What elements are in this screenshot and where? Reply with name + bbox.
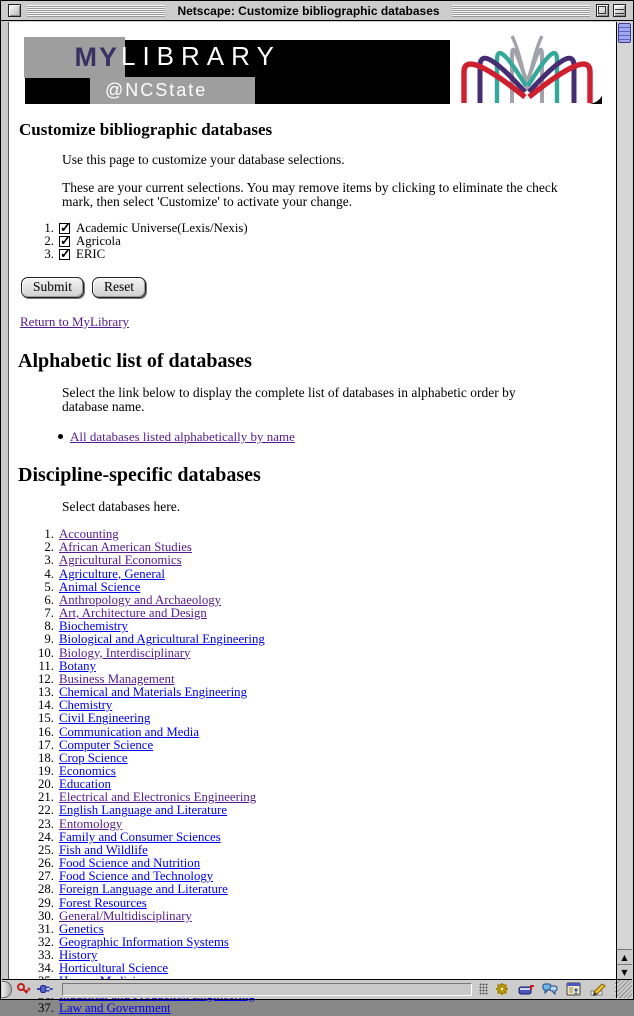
composer-icon[interactable] xyxy=(590,982,606,996)
discipline-link[interactable]: General/Multidisciplinary xyxy=(59,908,192,923)
discipline-number: 23. xyxy=(38,816,54,831)
discipline-number: 37. xyxy=(38,1000,54,1015)
discipline-link[interactable]: Genetics xyxy=(59,921,104,936)
discipline-link[interactable]: Civil Engineering xyxy=(59,711,151,726)
discipline-number: 19. xyxy=(38,763,54,778)
discipline-item xyxy=(14,777,616,790)
navigator-icon[interactable] xyxy=(494,982,510,996)
discipline-link[interactable]: Anthropology and Archaeology xyxy=(59,592,222,607)
discipline-number: 5. xyxy=(44,579,54,594)
selection-item xyxy=(14,248,616,261)
discipline-item xyxy=(14,619,616,632)
address-book-icon[interactable] xyxy=(566,982,582,996)
discipline-number: 17. xyxy=(38,737,54,752)
vertical-scrollbar[interactable] xyxy=(616,22,632,979)
selection-label: Agricola xyxy=(76,234,121,249)
browser-viewport xyxy=(2,22,617,1015)
discipline-number: 20. xyxy=(38,777,54,792)
discipline-link[interactable]: Electrical and Electronics Engineering xyxy=(59,790,257,805)
discipline-number: 10. xyxy=(38,645,54,660)
selection-checkbox[interactable] xyxy=(59,236,70,247)
discipline-item xyxy=(14,935,616,948)
scroll-up-button[interactable]: ▲ xyxy=(617,949,632,964)
discipline-link[interactable]: Economics xyxy=(59,763,116,778)
discipline-item xyxy=(14,672,616,685)
selection-list xyxy=(14,222,616,262)
discipline-link[interactable]: History xyxy=(59,948,98,963)
selection-number: 2. xyxy=(44,234,54,249)
discipline-item xyxy=(14,1001,616,1014)
brand-my: MY xyxy=(74,42,119,72)
discipline-number: 31. xyxy=(38,921,54,936)
scrollbar-arrows xyxy=(617,949,632,979)
discipline-link[interactable]: Geographic Information Systems xyxy=(59,935,229,950)
statusbar-handle[interactable] xyxy=(2,981,12,998)
banner-ncstate-box xyxy=(90,77,255,104)
titlebar-stripes xyxy=(452,5,590,17)
discipline-item xyxy=(14,632,616,645)
submit-button[interactable]: Submit xyxy=(21,277,84,298)
discipline-number: 21. xyxy=(38,790,54,805)
discipline-number: 15. xyxy=(38,711,54,726)
discipline-link[interactable]: Forest Resources xyxy=(59,895,147,910)
all-databases-link[interactable]: All databases listed alphabetically by name xyxy=(70,428,295,444)
discipline-item xyxy=(14,817,616,830)
discipline-item xyxy=(14,580,616,593)
discipline-link[interactable]: Foreign Language and Literature xyxy=(59,882,228,897)
discipline-item xyxy=(14,659,616,672)
discipline-number: 29. xyxy=(38,895,54,910)
discipline-item xyxy=(14,606,616,619)
discipline-number: 7. xyxy=(44,606,54,621)
alphabetic-link-list xyxy=(58,429,616,445)
discipline-link[interactable]: Botany xyxy=(59,658,96,673)
discussions-icon[interactable] xyxy=(542,982,558,996)
discipline-number: 1. xyxy=(44,527,54,542)
grow-corner[interactable] xyxy=(616,979,632,998)
discipline-link[interactable]: Art, Architecture and Design xyxy=(59,606,207,621)
discipline-number: 22. xyxy=(38,803,54,818)
selection-label: Academic Universe(Lexis/Nexis) xyxy=(76,220,248,235)
discipline-link[interactable]: English Language and Literature xyxy=(59,803,228,818)
brand-library: LIBRARY xyxy=(121,41,281,71)
discipline-link[interactable]: Law and Government xyxy=(59,1000,171,1015)
selection-checkbox[interactable] xyxy=(59,223,70,234)
list-item xyxy=(58,429,616,445)
banner-my-box xyxy=(24,37,125,78)
discipline-item xyxy=(14,909,616,922)
discipline-item xyxy=(14,593,616,606)
ncsu-libraries-logo xyxy=(450,30,604,104)
discipline-link[interactable]: Crop Science xyxy=(59,750,128,765)
discipline-link[interactable]: Animal Science xyxy=(59,579,141,594)
discipline-section-heading: Discipline-specific databases xyxy=(18,463,261,486)
discipline-number: 34. xyxy=(38,961,54,976)
discipline-number: 32. xyxy=(38,935,54,950)
discipline-item xyxy=(14,948,616,961)
discipline-number: 9. xyxy=(44,632,54,647)
zoom-box-icon[interactable] xyxy=(596,4,609,17)
discipline-link[interactable]: Chemical and Materials Engineering xyxy=(59,685,247,700)
discipline-list xyxy=(14,527,616,1014)
discipline-number: 6. xyxy=(44,592,54,607)
collapse-box-icon[interactable] xyxy=(613,4,626,17)
discipline-item xyxy=(14,725,616,738)
selection-label: ERIC xyxy=(76,247,106,262)
discipline-number: 18. xyxy=(38,750,54,765)
discipline-number: 24. xyxy=(38,829,54,844)
close-box-icon[interactable] xyxy=(8,4,21,17)
discipline-item xyxy=(14,843,616,856)
discipline-item xyxy=(14,738,616,751)
discipline-link[interactable]: Chemistry xyxy=(59,698,113,713)
discipline-link[interactable]: Education xyxy=(59,777,111,792)
discipline-number: 25. xyxy=(38,842,54,857)
discipline-item xyxy=(14,922,616,935)
discipline-number: 33. xyxy=(38,948,54,963)
scrollbar-thumb[interactable] xyxy=(618,23,631,43)
discipline-section-description: Select databases here. xyxy=(62,498,181,514)
discipline-number: 13. xyxy=(38,685,54,700)
discipline-link[interactable]: Agriculture, General xyxy=(59,566,165,581)
discipline-link[interactable]: Biochemistry xyxy=(59,619,128,634)
discipline-number: 8. xyxy=(44,619,54,634)
discipline-number: 11. xyxy=(38,658,54,673)
component-bar xyxy=(479,982,608,996)
ncsu-libraries-logo-icon xyxy=(450,30,604,104)
discipline-link[interactable]: Agricultural Economics xyxy=(59,553,182,568)
discipline-item xyxy=(14,646,616,659)
discipline-number: 26. xyxy=(38,856,54,871)
discipline-link[interactable]: Business Management xyxy=(59,671,175,686)
alphabetic-section-heading: Alphabetic list of databases xyxy=(18,349,252,372)
title-bar[interactable] xyxy=(1,1,633,21)
discipline-item xyxy=(14,540,616,553)
discipline-link[interactable]: Biological and Agricultural Engineering xyxy=(59,632,265,647)
discipline-item xyxy=(14,698,616,711)
selection-checkbox[interactable] xyxy=(59,249,70,260)
discipline-number: 3. xyxy=(44,553,54,568)
discipline-number: 14. xyxy=(38,698,54,713)
alphabetic-section-description: Select the link below to display the complete list of databases in alphabetic order by database name. xyxy=(62,384,516,415)
return-to-mylibrary-link[interactable]: Return to MyLibrary xyxy=(20,313,130,329)
discipline-item xyxy=(14,751,616,764)
discipline-number: 27. xyxy=(38,869,54,884)
window-title: Netscape: Customize bibliographic databases xyxy=(169,4,447,18)
discipline-number: 2. xyxy=(44,540,54,555)
discipline-item xyxy=(14,830,616,843)
status-bar xyxy=(2,979,632,998)
discipline-link[interactable]: African American Studies xyxy=(59,540,192,555)
web-page xyxy=(8,40,616,1014)
discipline-number: 30. xyxy=(38,908,54,923)
selection-number: 3. xyxy=(44,247,54,262)
brand-at-ncstate: @NCState xyxy=(105,80,208,100)
mylibrary-banner xyxy=(25,40,602,104)
discipline-item xyxy=(14,856,616,869)
discipline-number: 12. xyxy=(38,671,54,686)
discipline-link[interactable]: Computer Science xyxy=(59,737,154,752)
instructions-text: These are your current selections. You may remove items by clicking to eliminate the check mark, then select 'Customize' to activate your change. xyxy=(62,179,558,209)
reset-button[interactable]: Reset xyxy=(92,277,146,298)
discipline-item xyxy=(14,803,616,816)
bullet-icon xyxy=(58,434,63,439)
plug-icon xyxy=(37,982,53,996)
discipline-item xyxy=(14,711,616,724)
discipline-link[interactable]: Accounting xyxy=(59,527,119,542)
discipline-link[interactable]: Fish and Wildlife xyxy=(59,842,148,857)
form-buttons xyxy=(21,277,616,298)
discipline-item xyxy=(14,553,616,566)
discipline-item xyxy=(14,567,616,580)
discipline-item xyxy=(14,961,616,974)
selection-item xyxy=(14,222,616,235)
discipline-link[interactable]: Horticultural Science xyxy=(59,961,169,976)
scroll-down-button[interactable]: ▼ xyxy=(617,964,632,979)
discipline-number: 28. xyxy=(38,882,54,897)
discipline-link[interactable]: Food Science and Nutrition xyxy=(59,856,201,871)
broken-key-icon xyxy=(17,982,33,996)
discipline-link[interactable]: Food Science and Technology xyxy=(59,869,214,884)
discipline-link[interactable]: Family and Consumer Sciences xyxy=(59,829,221,844)
discipline-item xyxy=(14,527,616,540)
titlebar-stripes xyxy=(27,5,165,17)
discipline-link[interactable]: Entomology xyxy=(59,816,123,831)
discipline-link[interactable]: Communication and Media xyxy=(59,724,200,739)
discipline-item xyxy=(14,764,616,777)
selection-item xyxy=(14,235,616,248)
discipline-item xyxy=(14,685,616,698)
status-message-field xyxy=(62,983,472,996)
discipline-number: 16. xyxy=(38,724,54,739)
intro-text: Use this page to customize your database selections. xyxy=(62,152,345,167)
page-title: Customize bibliographic databases xyxy=(19,120,273,139)
discipline-item xyxy=(14,869,616,882)
discipline-number: 4. xyxy=(44,566,54,581)
inbox-icon[interactable] xyxy=(518,982,534,996)
discipline-item xyxy=(14,882,616,895)
component-bar-handle-icon[interactable] xyxy=(479,983,488,995)
discipline-item xyxy=(14,790,616,803)
selection-number: 1. xyxy=(44,220,54,235)
discipline-link[interactable]: Biology, Interdisciplinary xyxy=(59,645,191,660)
discipline-item xyxy=(14,896,616,909)
